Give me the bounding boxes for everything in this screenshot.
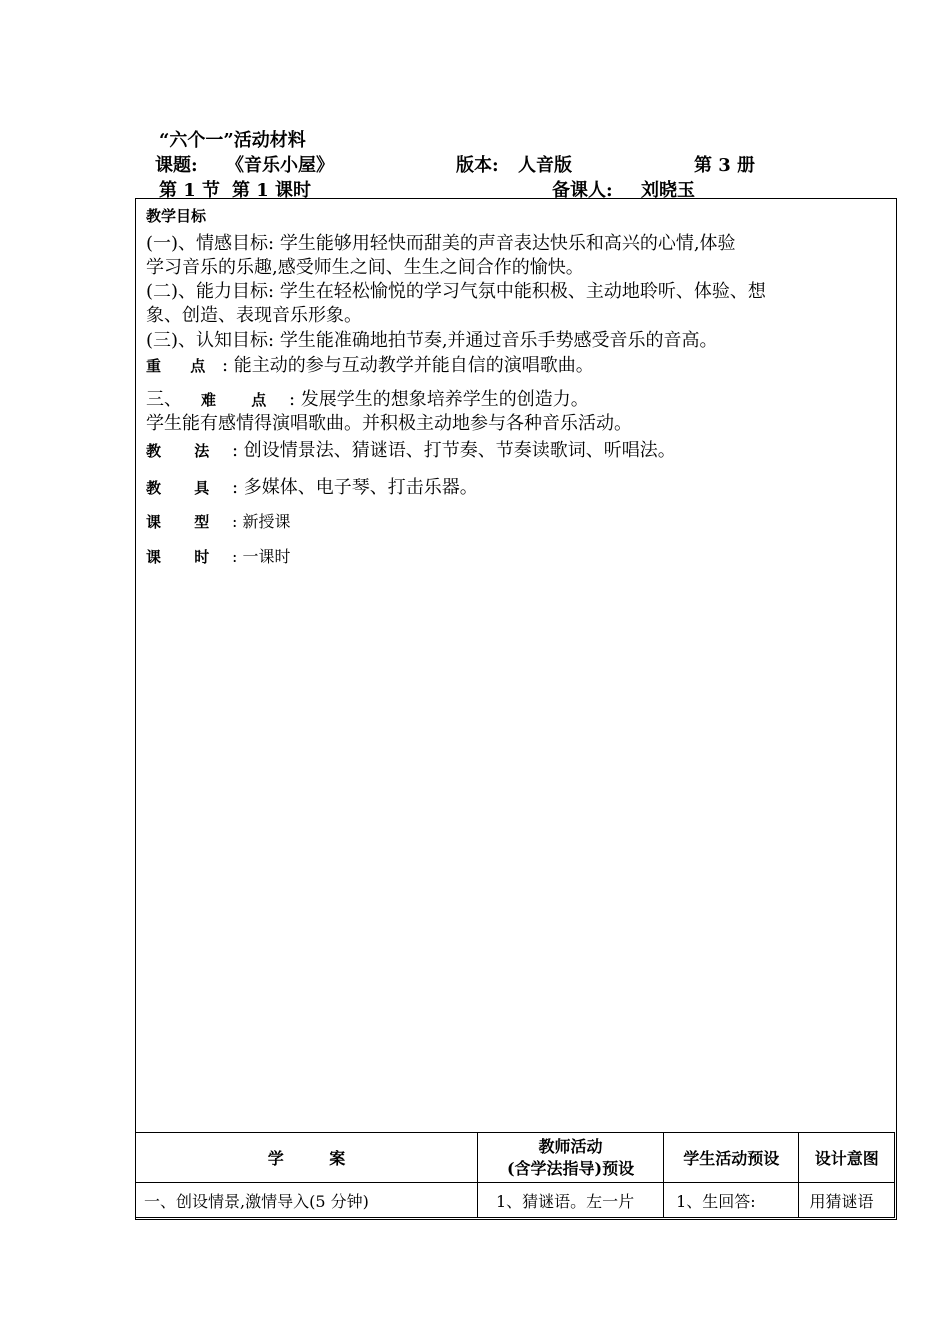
lesson-title: 《音乐小屋》 — [226, 155, 334, 176]
header-design-intent: 设计意图 — [799, 1133, 895, 1183]
difficulty-text: : 发展学生的想象培养学生的创造力。 — [289, 389, 589, 410]
row1-study-plan: 一、创设情景,激情导入(5 分钟) — [136, 1183, 478, 1218]
table-header-row — [136, 1133, 895, 1183]
objective-ability-line1: (二)、能力目标: 学生在轻松愉悦的学习气氛中能积极、主动地聆听、体验、想 — [146, 281, 766, 302]
lesson-type-row — [146, 509, 290, 532]
document-title: “六个一”活动材料 — [159, 130, 306, 151]
method-row — [146, 436, 676, 462]
lesson-time-row — [146, 544, 290, 567]
header-teacher-activity-line2: (含学法指导)预设 — [506, 1158, 635, 1178]
objective-emotional-line1: (一)、情感目标: 学生能够用轻快而甜美的声音表达快乐和高兴的心情,体验 — [146, 233, 736, 254]
preparer-name: 刘晓玉 — [641, 180, 695, 201]
difficulty-line2: 学生能有感情得演唱歌曲。并积极主动地参与各种音乐活动。 — [146, 413, 632, 434]
objective-emotional-line2: 学习音乐的乐趣,感受师生之间、生生之间合作的愉快。 — [146, 257, 584, 278]
header-teacher-activity-line1: 教师活动 — [538, 1136, 603, 1156]
difficulty-row — [146, 385, 589, 411]
row1-design-intent: 用猜谜语 — [799, 1183, 895, 1218]
lesson-label: 课题: — [155, 155, 198, 176]
volume-number: 第 3 册 — [694, 155, 756, 176]
header-study-plan: 学 案 — [136, 1133, 478, 1183]
objective-ability-line2: 象、创造、表现音乐形象。 — [146, 305, 362, 326]
key-point-row — [146, 351, 594, 377]
tools-text: : 多媒体、电子琴、打击乐器。 — [232, 477, 478, 498]
header-student-activity: 学生活动预设 — [664, 1133, 799, 1183]
tools-row — [146, 473, 478, 499]
difficulty-prefix: 三、 — [146, 389, 182, 410]
table-row — [136, 1183, 895, 1218]
section-number: 第 1 节 — [159, 180, 221, 201]
lesson-time-label: 课 时 — [146, 548, 210, 566]
objectives-title: 教学目标 — [146, 207, 207, 225]
key-point-text: : 能主动的参与互动教学并能自信的演唱歌曲。 — [222, 355, 594, 376]
lesson-type-label: 课 型 — [146, 513, 210, 531]
objective-cognitive: (三)、认知目标: 学生能准确地拍节奏,并通过音乐手势感受音乐的音高。 — [146, 330, 718, 351]
edition-value: 人音版 — [518, 155, 572, 176]
method-label: 教 法 — [146, 442, 210, 460]
row1-student-activity: 1、生回答: — [664, 1183, 799, 1218]
method-text: : 创设情景法、猜谜语、打节奏、节奏读歌词、听唱法。 — [232, 440, 676, 461]
period-number: 第 1 课时 — [232, 180, 312, 201]
lesson-time-text: : 一课时 — [232, 547, 291, 566]
edition-label: 版本: — [456, 155, 499, 176]
row1-teacher-activity: 1、猜谜语。左一片 — [477, 1183, 663, 1218]
tools-label: 教 具 — [146, 479, 210, 497]
key-point-label: 重 点 — [146, 357, 206, 375]
lesson-plan-box — [135, 198, 897, 1220]
header-teacher-activity — [477, 1133, 663, 1183]
activity-table — [135, 1132, 895, 1218]
difficulty-label: 难 点 — [201, 391, 267, 409]
preparer-label: 备课人: — [552, 180, 613, 201]
lesson-type-text: : 新授课 — [232, 512, 291, 531]
